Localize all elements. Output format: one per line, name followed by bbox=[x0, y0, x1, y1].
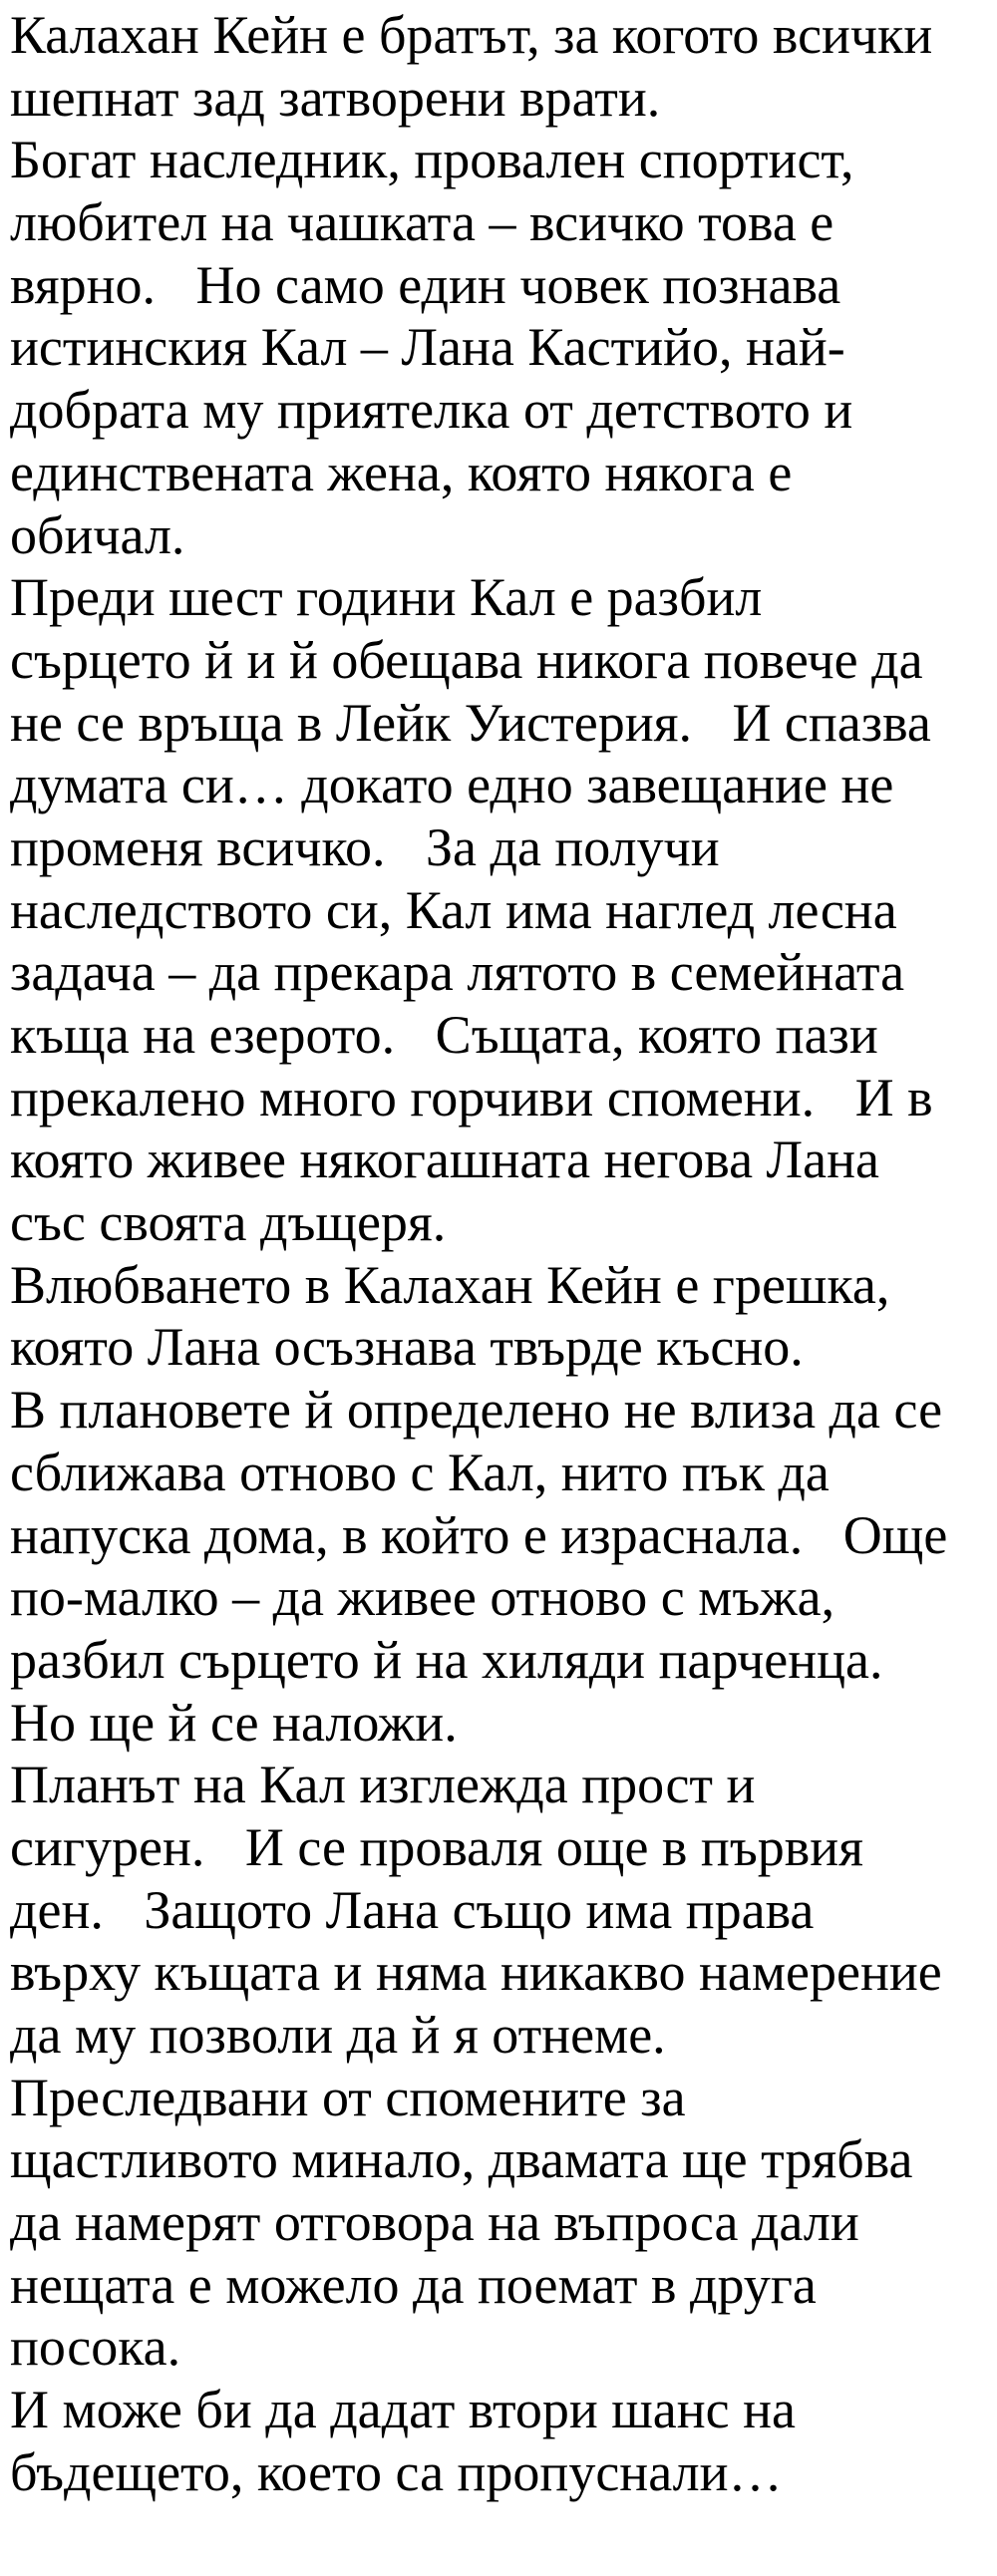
text-line: Планът на Кал изглежда прост и bbox=[10, 1755, 756, 1815]
text-line: Преди шест години Кал е разбил bbox=[10, 567, 763, 628]
text-line: истинския Кал – Лана Кастийо, най- bbox=[10, 317, 845, 378]
text-line: със своята дъщеря. bbox=[10, 1192, 447, 1253]
text-line: единствената жена, която някога е bbox=[10, 442, 793, 502]
text-line: наследството си, Кал има наглед лесна bbox=[10, 879, 897, 940]
text-line: думата си… докато едно завещание не bbox=[10, 755, 894, 815]
text-line: шепнат зад затворени врати. bbox=[10, 67, 661, 128]
text-line: Богат наследник, провален спортист, bbox=[10, 130, 854, 190]
text-line: посока. bbox=[10, 2317, 181, 2378]
text-line: напуска дома, в който е израснала. Още bbox=[10, 1504, 948, 1565]
text-line: нещата е можело да поемат в друга bbox=[10, 2254, 817, 2315]
text-line: обичал. bbox=[10, 504, 185, 565]
text-line: не се връща в Лейк Уистерия. И спазва bbox=[10, 692, 931, 753]
text-line: Но ще й се наложи. bbox=[10, 1692, 458, 1753]
text-line: сближава отново с Кал, нито пък да bbox=[10, 1442, 830, 1502]
text-line: да му позволи да й я отнеме. bbox=[10, 2005, 666, 2065]
text-line: ден. Защото Лана също има права bbox=[10, 1879, 815, 1940]
text-line: В плановете й определено не влиза да се bbox=[10, 1380, 943, 1441]
text-line: по-малко – да живее отново с мъжа, bbox=[10, 1567, 835, 1628]
text-line: прекалено много горчиви спомени. И в bbox=[10, 1067, 933, 1127]
text-line: която живее някогашната негова Лана bbox=[10, 1129, 880, 1190]
text-line: добрата му приятелка от детството и bbox=[10, 380, 853, 441]
text-line: задача – да прекара лятото в семейната bbox=[10, 942, 905, 1003]
text-line: която Лана осъзнава твърде късно. bbox=[10, 1317, 804, 1378]
text-line: щастливото минало, двамата ще трябва bbox=[10, 2129, 913, 2190]
text-line: къща на езерото. Същата, която пази bbox=[10, 1005, 878, 1065]
text-line: вярно. Но само един човек познава bbox=[10, 254, 841, 315]
text-line: Калахан Кейн е братът, за когото всички bbox=[10, 5, 933, 65]
text-line: Преследвани от спомените за bbox=[10, 2067, 686, 2127]
text-line: Влюбването в Калахан Кейн е грешка, bbox=[10, 1254, 890, 1315]
text-line: бъдещето, което са пропуснали… bbox=[10, 2441, 783, 2502]
text-line: И може би да дадат втори шанс на bbox=[10, 2380, 797, 2440]
text-line: да намерят отговора на въпроса дали bbox=[10, 2192, 859, 2253]
text-line: любител на чашката – всичко това е bbox=[10, 192, 834, 253]
text-line: променя всичко. За да получи bbox=[10, 816, 720, 877]
text-line: сърцето й и й обещава никога повече да bbox=[10, 629, 923, 690]
text-line: върху къщата и няма никакво намерение bbox=[10, 1942, 942, 2003]
text-line: сигурен. И се проваля още в първия bbox=[10, 1816, 863, 1877]
book-description-text bbox=[10, 4, 992, 2504]
text-line: разбил сърцето й на хиляди парченца. bbox=[10, 1629, 883, 1690]
